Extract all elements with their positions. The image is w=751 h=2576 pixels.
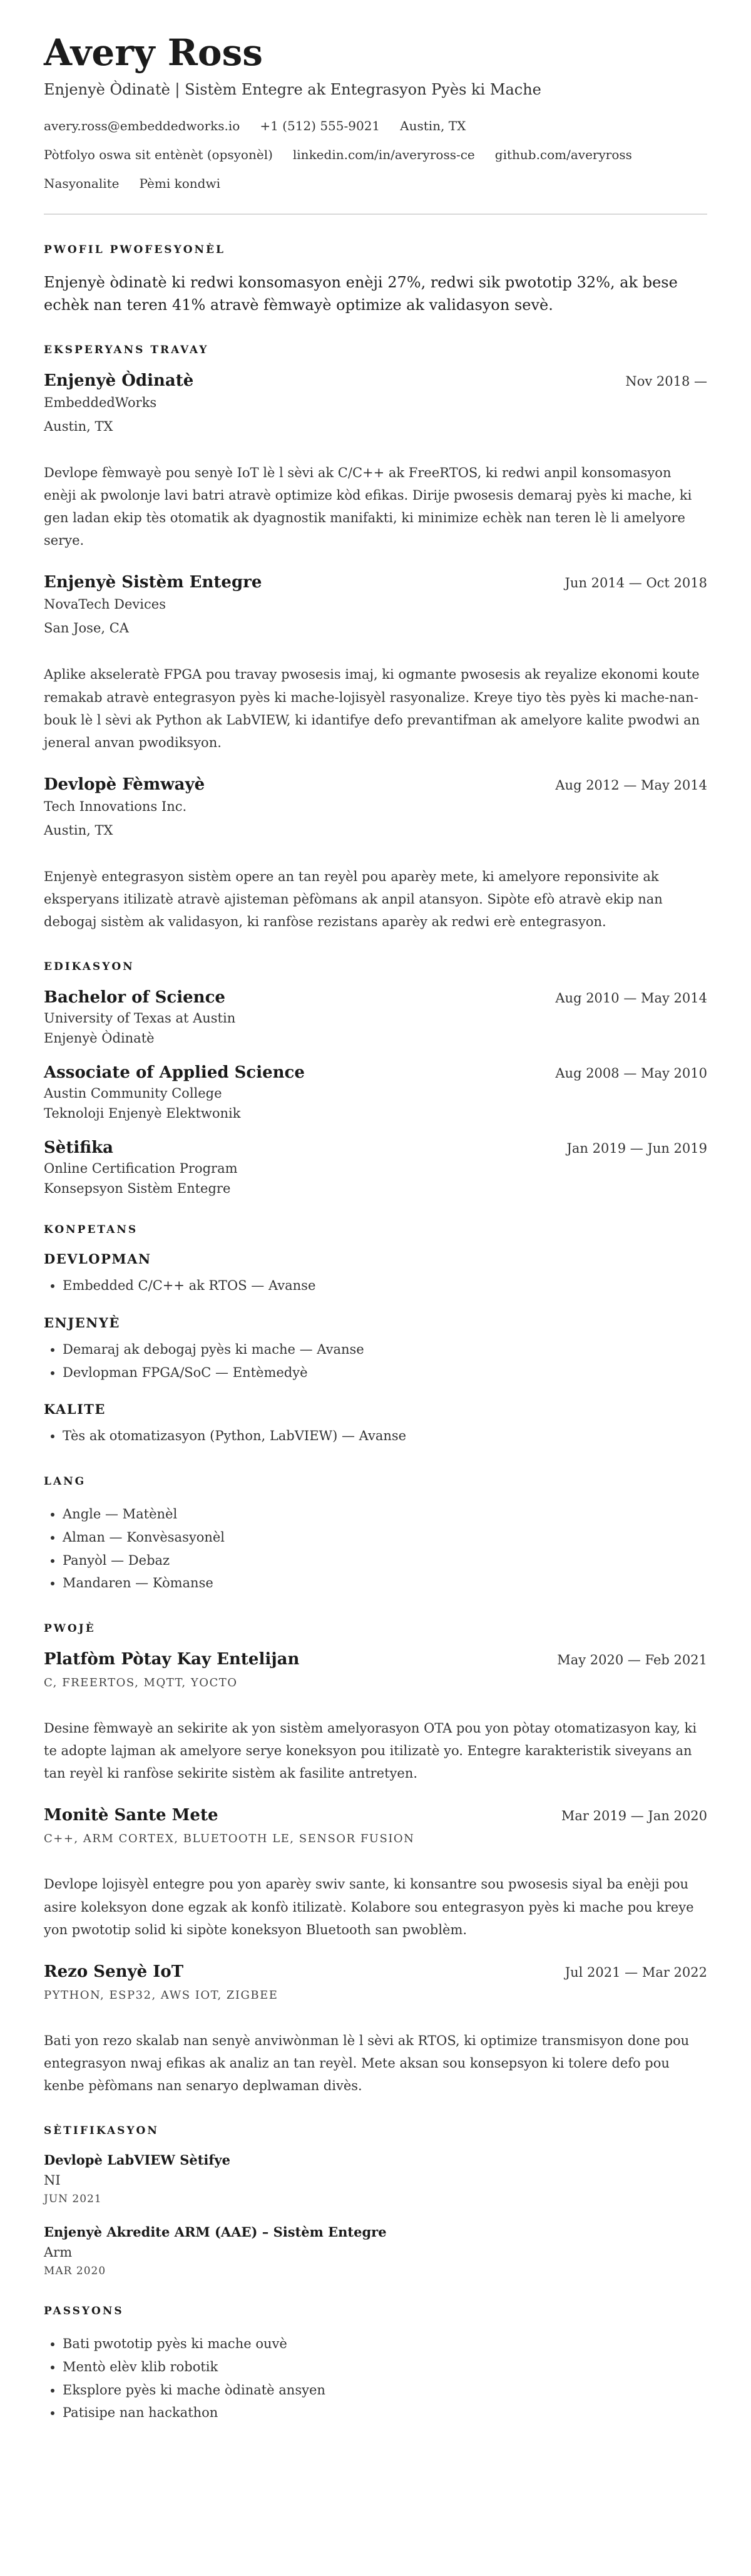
- summary-heading: PWOFIL PWOFESYONÈL: [44, 243, 225, 256]
- contact-row-extra: [44, 176, 707, 191]
- education-section: [44, 961, 707, 1196]
- interest-item: • Patisipe nan hackathon: [63, 2401, 707, 2424]
- summary-text: Enjenyè òdinatè ki redwi konsomasyon enèji 27%, redwi sik pwototip 32%, ak bese echèk nan teren 41% atravè fèmwayè optimize ak validasyon sevè.: [44, 273, 678, 314]
- language-item: • Mandaren — Kòmanse: [63, 1572, 707, 1595]
- skill-item: • Demaraj ak debogaj pyès ki mache — Avanse: [63, 1338, 707, 1361]
- project-description: Bati yon rezo skalab nan senyè anviwònman lè l sèvi ak RTOS, ki optimize transmisyon done pou entegrasyon nwaj efikas ak analiz an tan reyèl. Mete aksan sou konsepsyon ki tolere defo pou kenbe pèfòmans nan senaryo deplwaman divès.: [44, 2032, 690, 2094]
- project-tech: C++, ARM CORTEX, BLUETOOTH LE, SENSOR FUSION: [44, 1832, 415, 1846]
- project-description: Desine fèmwayè an sekirite ak yon sistèm amelyorasyon OTA pou yon pòtay otomatizasyon kay, ki te adopte lajman ak amelyore serye koneksyon pou itilizatè yo. Entegre karakteristik siveyans an tan reyèl ki ranfòse sekirite sistèm ak fasilite antretyen.: [44, 1721, 697, 1781]
- job-description: Aplike akseleratè FPGA pou travay pwosesis imaj, ki ogmante pwosesis ak reyalize ekonomi koute remakab atravè entegrasyon pyès ki mache-lojisyèl rasyonalize. Kreye tiyo tès pyès ki mache-nan-bouk lè l sèvi ak Python ak LabVIEW, ki idantifye defo prevantifman ak amelyore kalite pwodwi an jeneral anvan pwodiksyon.: [44, 667, 700, 750]
- interest-item: • Mentò elèv klib robotik: [63, 2356, 707, 2379]
- skill-list: [44, 1338, 707, 1384]
- projects-section: [44, 1622, 707, 2097]
- education-entry: [44, 1063, 707, 1121]
- project-dates: Mar 2019 — Jan 2020: [561, 1808, 707, 1824]
- contact-row-primary: [44, 118, 707, 133]
- contact-row-links: [44, 147, 707, 162]
- field-of-study: Teknoloji Enjenyè Elektwonik: [44, 1106, 241, 1121]
- language-list: [44, 1503, 707, 1595]
- nationality-label: Nasyonalite: [44, 175, 120, 191]
- degree-dates: Aug 2010 — May 2014: [555, 991, 707, 1006]
- school-name: Online Certification Program: [44, 1161, 238, 1177]
- education-heading: EDIKASYON: [44, 961, 135, 974]
- contact-portfolio: Pòtfolyo oswa sit entènèt (opsyonèl): [44, 147, 273, 162]
- job-company: EmbeddedWorks: [44, 394, 157, 410]
- contact-linkedin[interactable]: linkedin.com/in/averyross-ce: [292, 147, 475, 162]
- certification-name: Devlopè LabVIEW Sètifye: [44, 2152, 230, 2168]
- skill-item: • Tès ak otomatizasyon (Python, LabVIEW) — Avanse: [63, 1425, 707, 1448]
- languages-heading: LANG: [44, 1475, 86, 1488]
- skills-heading: KONPETANS: [44, 1224, 138, 1237]
- project-description: Devlope lojisyèl entegre pou yon aparèy swiv sante, ki konsantre sou pwosesis siyal ba enèji pou asire koleksyon done egzak ak konfò itilizatè. Kolabore sou entegrasyon pyès ki mache pou kreye yon pwototip solid ki sipòte koneksyon Bluetooth san pwoblèm.: [44, 1877, 694, 1937]
- skills-section: [44, 1224, 707, 1448]
- certification-entry: [44, 2152, 707, 2205]
- interest-list: [44, 2332, 707, 2424]
- interest-item: • Bati pwototip pyès ki mache ouvè: [63, 2332, 707, 2356]
- certification-entry: [44, 2224, 707, 2277]
- certifications-section: [44, 2125, 707, 2277]
- project-tech: C, FREERTOS, MQTT, YOCTO: [44, 1676, 238, 1690]
- school-name: Austin Community College: [44, 1086, 222, 1101]
- project-name: Rezo Senyè IoT: [44, 1962, 184, 1981]
- license-label: Pèmi kondwi: [139, 175, 220, 191]
- contact-github[interactable]: github.com/averyross: [494, 147, 632, 162]
- job-location: Austin, TX: [44, 418, 113, 434]
- experience-section: [44, 344, 707, 933]
- experience-entry: [44, 371, 707, 552]
- project-name: Monitè Sante Mete: [44, 1806, 218, 1825]
- language-item: • Alman — Konvèsasyonèl: [63, 1526, 707, 1549]
- contact-location: Austin, TX: [400, 118, 466, 133]
- certification-date: MAR 2020: [44, 2265, 106, 2278]
- degree-title: Sètifika: [44, 1138, 113, 1158]
- job-dates: Nov 2018 —: [625, 373, 707, 389]
- job-location: San Jose, CA: [44, 621, 129, 636]
- experience-heading: EKSPERYANS TRAVAY: [44, 343, 209, 356]
- job-title: Enjenyè Òdinatè: [44, 371, 194, 390]
- project-dates: May 2020 — Feb 2021: [557, 1652, 707, 1668]
- job-description: Enjenyè entegrasyon sistèm opere an tan reyèl pou aparèy mete, ki amelyore reponsivite ak eksperyans itilizatè atravè ajisteman pèfòmans ak anpil atansyon. Sipòte efò atravè ekip nan debogaj sistèm ak validasyon, ki ranfòse rezistans aparèy ak redwi erè entegrasyon.: [44, 868, 663, 930]
- degree-dates: Aug 2008 — May 2010: [555, 1066, 707, 1081]
- skill-category: DEVLOPMAN: [44, 1251, 151, 1267]
- certification-issuer: NI: [44, 2173, 61, 2188]
- certification-issuer: Arm: [44, 2245, 73, 2260]
- job-dates: Aug 2012 — May 2014: [555, 777, 707, 793]
- skill-category: ENJENYÈ: [44, 1314, 120, 1331]
- interest-item: • Eksplore pyès ki mache òdinatè ansyen: [63, 2379, 707, 2402]
- job-title: Devlopè Fèmwayè: [44, 775, 205, 794]
- language-item: • Angle — Matènèl: [63, 1503, 707, 1526]
- project-tech: PYTHON, ESP32, AWS IOT, ZIGBEE: [44, 1988, 278, 2002]
- skill-item: • Devlopman FPGA/SoC — Entèmedyè: [63, 1361, 707, 1384]
- skill-item: • Embedded C/C++ ak RTOS — Avanse: [63, 1274, 707, 1297]
- experience-entry: [44, 775, 707, 933]
- project-name: Platfòm Pòtay Kay Entelijan: [44, 1650, 300, 1669]
- project-dates: Jul 2021 — Mar 2022: [565, 1964, 707, 1980]
- degree-title: Associate of Applied Science: [44, 1063, 305, 1083]
- contact-phone[interactable]: +1 (512) 555-9021: [260, 118, 381, 133]
- certifications-heading: SÈTIFIKASYON: [44, 2125, 159, 2138]
- education-entry: [44, 988, 707, 1046]
- school-name: University of Texas at Austin: [44, 1011, 236, 1026]
- contact-email[interactable]: avery.ross@embeddedworks.io: [44, 118, 240, 133]
- job-company: NovaTech Devices: [44, 597, 166, 612]
- job-description: Devlope fèmwayè pou senyè IoT lè l sèvi ak C/C++ ak FreeRTOS, ki redwi anpil konsomasyon enèji ak pwolonje lavi batri atravè optimize kòd efikas. Dirije pwosesis demaraj pyès ki mache, ki gen ladan ekip tès otomatik ak dyagnostik manifakti, ki minimize echèk nan teren lè li amelyore serye.: [44, 465, 692, 549]
- project-entry: [44, 1806, 707, 1940]
- certification-name: Enjenyè Akredite ARM (AAE) – Sistèm Entegre: [44, 2224, 387, 2240]
- project-entry: [44, 1962, 707, 2097]
- education-entry: [44, 1138, 707, 1196]
- languages-section: [44, 1475, 707, 1595]
- skill-category: KALITE: [44, 1401, 106, 1418]
- experience-entry: [44, 573, 707, 753]
- headline: Enjenyè Òdinatè | Sistèm Entegre ak Entegrasyon Pyès ki Mache: [44, 80, 541, 98]
- job-location: Austin, TX: [44, 822, 113, 838]
- field-of-study: Konsepsyon Sistèm Entegre: [44, 1181, 231, 1197]
- degree-dates: Jan 2019 — Jun 2019: [566, 1141, 707, 1157]
- interests-section: [44, 2305, 707, 2424]
- project-entry: [44, 1650, 707, 1785]
- certification-date: JUN 2021: [44, 2193, 102, 2206]
- projects-heading: PWOJÈ: [44, 1622, 96, 1636]
- field-of-study: Enjenyè Òdinatè: [44, 1031, 155, 1046]
- interests-heading: PASSYONS: [44, 2305, 124, 2318]
- job-dates: Jun 2014 — Oct 2018: [565, 575, 707, 591]
- skill-list: [44, 1274, 707, 1297]
- header-divider: [44, 214, 707, 215]
- candidate-name: Avery Ross: [44, 31, 263, 74]
- language-item: • Panyòl — Debaz: [63, 1549, 707, 1572]
- resume-header: [44, 33, 707, 191]
- summary-section: [44, 244, 707, 316]
- job-title: Enjenyè Sistèm Entegre: [44, 573, 262, 592]
- degree-title: Bachelor of Science: [44, 988, 225, 1007]
- job-company: Tech Innovations Inc.: [44, 798, 187, 814]
- skill-list: [44, 1425, 707, 1448]
